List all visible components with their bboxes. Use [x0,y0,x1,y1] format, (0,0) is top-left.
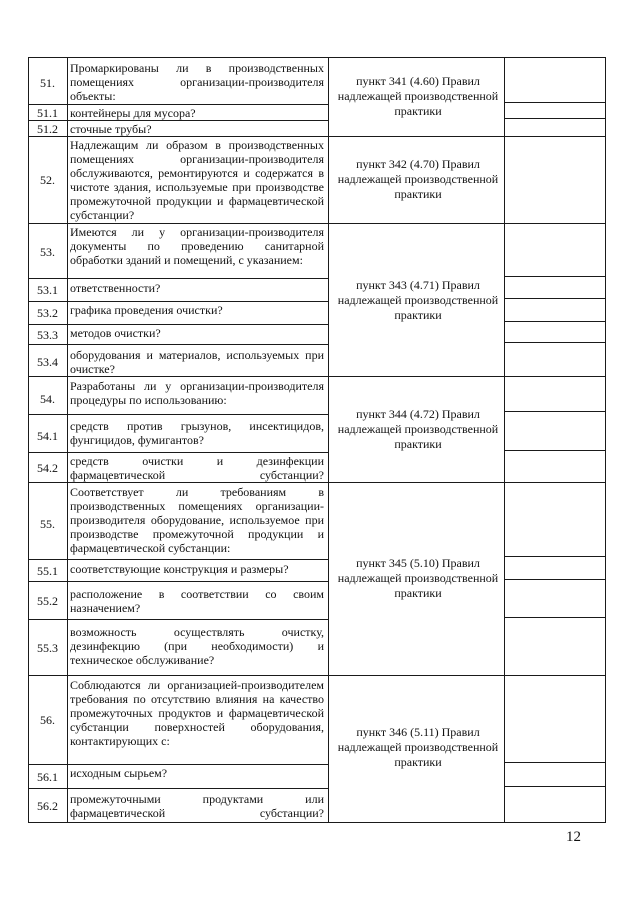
row-line [28,452,328,453]
row-line [28,619,328,620]
regulation-reference: пункт 343 (4.71) Правил надлежащей производственной практики [337,278,499,322]
row-line [28,120,328,121]
row-line [28,57,606,58]
row-line [28,482,606,483]
checklist-table [28,57,606,823]
row-number: 54. [40,392,55,406]
row-line [28,581,328,582]
row-number: 53.3 [37,328,58,342]
row-number: 55.1 [37,564,58,578]
mark-line [504,118,606,119]
question-text: Имеются ли у организации-производителя документы по проведению санитарной обработки зданий и помещений, с указанием: [70,225,324,267]
row-line [28,344,328,345]
mark-line [504,102,606,103]
mark-line [504,411,606,412]
question-text: средств очистки и дезинфекции фармацевтической субстанции? [70,454,324,482]
row-number: 51.1 [37,106,58,120]
row-line [28,559,328,560]
question-text: контейнеры для мусора? [70,106,196,120]
regulation-reference: пункт 346 (5.11) Правил надлежащей производственной практики [337,725,499,769]
row-line [28,223,606,224]
row-number: 51.2 [37,122,58,136]
mark-line [504,579,606,580]
question-text: графика проведения очистки? [70,303,223,317]
mark-line [504,786,606,787]
mark-line [504,342,606,343]
question-text: Разработаны ли у организации-производителя процедуры по использованию: [70,379,324,407]
mark-line [504,276,606,277]
row-number: 53.4 [37,355,58,369]
table-col-divider [67,57,68,823]
question-text: исходным сырьем? [70,766,168,780]
row-number: 56.1 [37,770,58,784]
row-line [28,104,328,105]
row-line [28,376,606,377]
row-line [28,822,606,823]
mark-line [504,298,606,299]
mark-line [504,450,606,451]
mark-line [504,556,606,557]
question-text: промежуточными продуктами или фармацевтической субстанции? [70,792,324,820]
page-number: 12 [566,829,581,845]
regulation-reference: пункт 344 (4.72) Правил надлежащей производственной практики [337,407,499,451]
row-line [28,764,328,765]
row-number: 55.2 [37,594,58,608]
row-number: 53.2 [37,306,58,320]
question-text: соответствующие конструкция и размеры? [70,562,289,576]
row-number: 55.3 [37,641,58,655]
table-col-divider [328,57,329,823]
row-line [28,788,328,789]
mark-line [504,762,606,763]
row-number: 53. [40,245,55,259]
row-line [28,324,328,325]
regulation-reference: пункт 345 (5.10) Правил надлежащей производственной практики [337,556,499,600]
row-number: 55. [40,517,55,531]
row-number: 52. [40,173,55,187]
question-text: расположение в соответствии со своим назначением? [70,587,324,615]
row-line [28,278,328,279]
row-number: 56.2 [37,799,58,813]
regulation-reference: пункт 341 (4.60) Правил надлежащей производственной практики [337,74,499,118]
question-text: Соответствует ли требованиям в производственных помещениях организации-производителя оборудование, используемое при производстве промежуточной продукции и фармацевтической субстанции: [70,485,324,555]
row-number: 51. [40,76,55,90]
question-text: Промаркированы ли в производственных помещениях организации-производителя объекты: [70,61,324,103]
table-right-border [605,57,606,823]
question-text: возможность осуществлять очистку, дезинфекцию (при необходимости) и техническое обслуживание? [70,625,324,667]
row-line [28,301,328,302]
mark-line [504,617,606,618]
question-text: средств против грызунов, инсектицидов, фунгицидов, фумигантов? [70,419,324,447]
question-text: ответственности? [70,281,161,295]
row-number: 56. [40,713,55,727]
question-text: методов очистки? [70,326,161,340]
regulation-reference: пункт 342 (4.70) Правил надлежащей производственной практики [337,157,499,201]
row-number: 53.1 [37,283,58,297]
question-text: оборудования и материалов, используемых при очистке? [70,348,324,376]
question-text: Надлежащим ли образом в производственных помещениях организации-производителя обслуживаются, ремонтируются и содержатся в чистоте здания, используемые при производстве промежуточной продукции и фармацевтической субстанции? [70,138,324,222]
row-number: 54.1 [37,429,58,443]
question-text: Соблюдаются ли организацией-производителем требования по отсутствию влияния на качество промежуточных продуктов и фармацевтической субстанции поверхностей оборудования, контактирующих с: [70,678,324,748]
row-line [28,675,606,676]
table-col-divider [504,57,505,823]
row-number: 54.2 [37,461,58,475]
mark-line [504,321,606,322]
row-line [28,136,606,137]
question-text: сточные трубы? [70,122,152,136]
row-line [28,414,328,415]
